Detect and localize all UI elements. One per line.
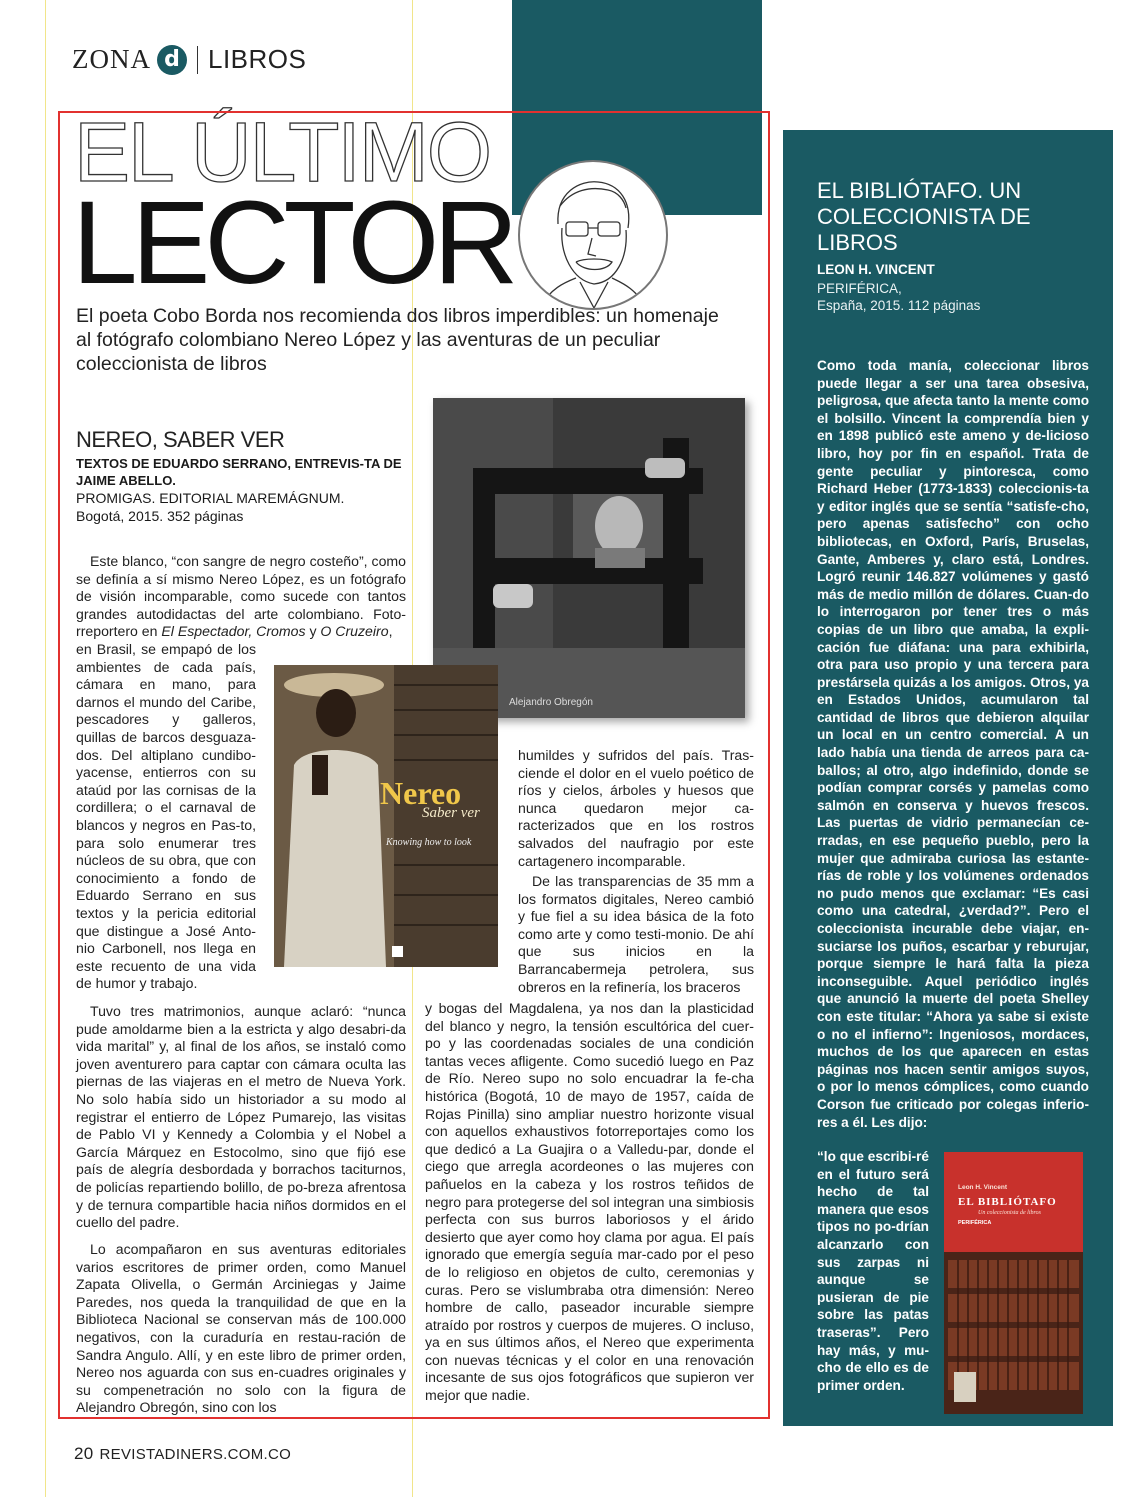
col1-intro-text: Este blanco, “con sangre de negro costeño”, como se definía a sí mismo Nereo López, es un fotógrafo de visión incomparable, como sucede con tantos grandes autodidactas del arte colombiano. Foto-rreportero en [76, 553, 406, 640]
book2-place: España, 2015. 112 páginas [817, 298, 981, 313]
col1-intro-em2: O Cruzeiro [320, 623, 389, 640]
headline-line1: EL ÚLTIMO [74, 105, 491, 199]
bookshelf-photo-icon [944, 1152, 1083, 1414]
brand-zona: ZONA [72, 44, 151, 74]
footer-site: REVISTADINERS.COM.CO [99, 1446, 292, 1463]
book2-author: LEON H. VINCENT [817, 262, 935, 277]
headline-line2: LECTOR [72, 177, 513, 309]
col1-intro-mid: y [305, 623, 321, 640]
book2-review-text: Como toda manía, coleccionar libros puede llegar a ser una tarea obsesiva, peligrosa, que afecta tanto la mente como el bolsillo. Vincent la comprendía bien y en 1898 publicó este ameno y de-licioso libro, hoy por fin en español. Trata de gente peculiar y pintoresca, como Richard Heber (1773-1833) coleccionis-ta y editor inglés que se sentía “satisfe-cho, pero apenas satisfecho” con ocho bibliotecas, en Oxford, París, Bruselas, Gante, Amberes y, claro está, Londres. Logró reunir 146.827 volúmenes y gastó más de medio millón de dólares. Cuan-do lo interrogaron por tener tres o más copias de un libro que amaba, la expli-cación fue diáfana: una para exhibirla, otra para uso propio y una tercera para prestársela quizás a los amigos. Otros, ya en Estados Unidos, acumularon tal cantidad de libros que debieron alquilar un local en un centro comercial. A un lado había una tienda de arreos para ca-ballos; al otro, algo indefinido, donde se podían comprar corsés y pamelas como salmón en conserva y huevos frescos. Las puertas de vidrio permanecían ce-rradas, en ese pequeño pueblo, pero la mujer que admiraba curiosa las estante-rías de roble y los volúmenes ordenados no pudo menos que exclamar: “Es casi como una catedral, ¿verdad?”. Pero el coleccionista incurable debe viajar, en-suciarse los puños, escarbar y reburujar, porque siempre le hará falta la pieza inconseguible. Aquel periódico inglés que anunció la muerte del poeta Shelley con este titular: “Ahora ya sabe si existe o no el infierno”: Ingeniosos, mordaces, muchos de los que aparecen en estas páginas nos hacen sentir amigos suyos, o por lo menos cómplices, como cuando Corson fue criticado por colegas inferio-res a él. Les dijo: [817, 358, 1089, 1130]
cover2-author: Leon H. Vincent [958, 1184, 1007, 1191]
col1-paragraph-2: Tuvo tres matrimonios, aunque aclaró: “nunca pude amoldarme bien a la estricta y algo desabri-da vida marital” y, al final de los años, se instaló como joven aventurero para captar con cámara oculta las piernas de las viajeras en el metro de Nueva York. No solo había sido un historiador a su modo al registrar el entierro de López Pumarejo, las visitas de Pablo VI y Kennedy a Colombia y el Nobel a García Márquez en Estocolmo, sino que fijó ese país de alegría desbordada y borrachos taciturnos, de policías repartiendo bolillo, de po-breza afrentosa y de ternura compartible hacia niños dormidos en el cuello del padre. [76, 1003, 406, 1231]
col1-narrow-text: en Brasil, se empapó de los ambientes de cada país, cámara en mano, para darnos el mundo del Caribe, pescadores y galleros, quillas de barcos desguaza-dos. Del altiplano cundibo-yacense, entierros con su ataúd por las cornisas de la cordillera; o el carnaval de blancos y negros en Pas-to, para solo enumerar tres núcleos de su obra, que con conocimiento a fondo de Eduardo Serrano en sus textos y la pericia editorial que distingue a José Anto-nio Carbonell, nos llega en este recuento de una vida de humor y trabajo. [76, 641, 256, 992]
brand-logo-icon: d [157, 45, 187, 75]
cover-subtitle: Saber ver [422, 805, 480, 821]
cover-title: Nereo [380, 775, 462, 811]
header-divider [197, 46, 198, 74]
cover-english-subtitle: Knowing how to look [386, 837, 472, 848]
article-lede: El poeta Cobo Borda nos recomienda dos libros imperdibles: un homenaje al fotógrafo colombiano Nereo López y las aventuras de un peculiar coleccionista de libros [76, 305, 719, 375]
col2-paragraph-b: De las transparencias de 35 mm a los formatos digitales, Nereo cambió y fue fiel a su idea básica de la foto como arte y como testi-monio. De ahí que sus inicios en la Barrancabermeja petrolera, sus obreros en la refinería, los braceros [518, 873, 754, 995]
col1-intro-end: , [388, 623, 393, 640]
book2-title: EL BIBLIÓTAFO. UN COLECCIONISTA DE LIBROS [817, 178, 1031, 255]
cover2-title: EL BIBLIÓTAFO [958, 1196, 1057, 1208]
layout-guide-left [45, 0, 46, 1497]
col2-paragraph-a: humildes y sufridos del país. Tras-ciende el dolor en el vuelo poético de ríos y cielos, árboles y huesos que nunca quedaron mejor ca-racterizados que en los rostros salvados del naufragio por este cartagenero incomparable. [518, 747, 754, 869]
book1-publisher: PROMIGAS. EDITORIAL MAREMÁGNUM. [76, 490, 345, 506]
book1-place: Bogotá, 2015. 352 páginas [76, 508, 244, 524]
bibliotafo-book-cover [944, 1152, 1083, 1414]
cover2-subtitle: Un coleccionista de libros [978, 1210, 1041, 1216]
col1-paragraph-3: Lo acompañaron en sus aventuras editoriales varios escritores de primer orden, como Manuel Zapata Olivella, o Germán Arciniegas y Jaime Paredes, nos queda la tranquilidad de que en la Biblioteca Nacional se conservan más de 100.000 negativos, con la curaduría en restau-ración de Sandra Angulo. Allí, y en este libro de primer orden, Nereo nos aguarda con sus en-cuadres originales y su compenetración no solo con la figura de Alejandro Obregón, sino con los [76, 1241, 406, 1416]
book1-title: NEREO, SABER VER [76, 427, 285, 452]
section-name: LIBROS [208, 44, 307, 74]
highlight-frame [58, 105, 770, 1419]
book2-quote-text: “lo que escribi-ré en el futuro será hecho de tal manera que esos tipos no po-drían alcanzarlo con sus zarpas ni aunque se pusieran de pie sobre las patas traseras”. Pero hay más, y mu-cho de ello es de primer orden. [817, 1149, 929, 1393]
book2-publisher: PERIFÉRICA, [817, 281, 902, 296]
cover2-publisher: PERIFÉRICA [958, 1220, 992, 1226]
book1-authors: TEXTOS DE EDUARDO SERRANO, ENTREVIS-TA DE JAIME ABELLO. [76, 456, 402, 488]
page-footer [74, 1444, 291, 1464]
section-header [72, 44, 306, 75]
col1-intro-em1: El Espectador, Cromos [161, 623, 306, 640]
photo-caption: Alejandro Obregón [509, 697, 593, 708]
book2-publisher-block [817, 280, 980, 314]
col2-paragraph-c: y bogas del Magdalena, ya nos dan la plasticidad del blanco y negro, la tensión escultórica del cuer-po y las coordenadas sociales de una condición tantas veces afligente. Como sucedió luego en Paz de Río. Nereo supo no solo encuadrar la fe-cha histórica (Bogotá, 10 de mayo de 1957, caída de Rojas Pinilla) sino ampliar nuestro horizonte visual con aquellos exhaustivos fotorreportajes como los que dedicó a La Guajira o a Valledu-par, donde el ciego que arregla acordeones o las mujeres con pañuelos en la cabeza y los rostros teñidos de negro para protegerse del sol integran una simbiosis perfecta con sus burros laboriosos y el árido desierto que ayer como hoy clama por agua. El país ignorado que emergía seguía mar-cado por el peso de lo religioso en objetos de culto, ceremonias y curas. Pero se vislumbraba otra dimensión: Nereo hombre de callo, paseador incurable siempre atraído por rostros y cuerpos de mujeres. O incluso, ya en sus últimos años, el Nereo que experimenta con nuevas técnicas y el color en una renovación incesante de sus ojos fotográficos que supieron ver mejor que nadie. [425, 1000, 754, 1404]
page-number: 20 [74, 1444, 94, 1463]
